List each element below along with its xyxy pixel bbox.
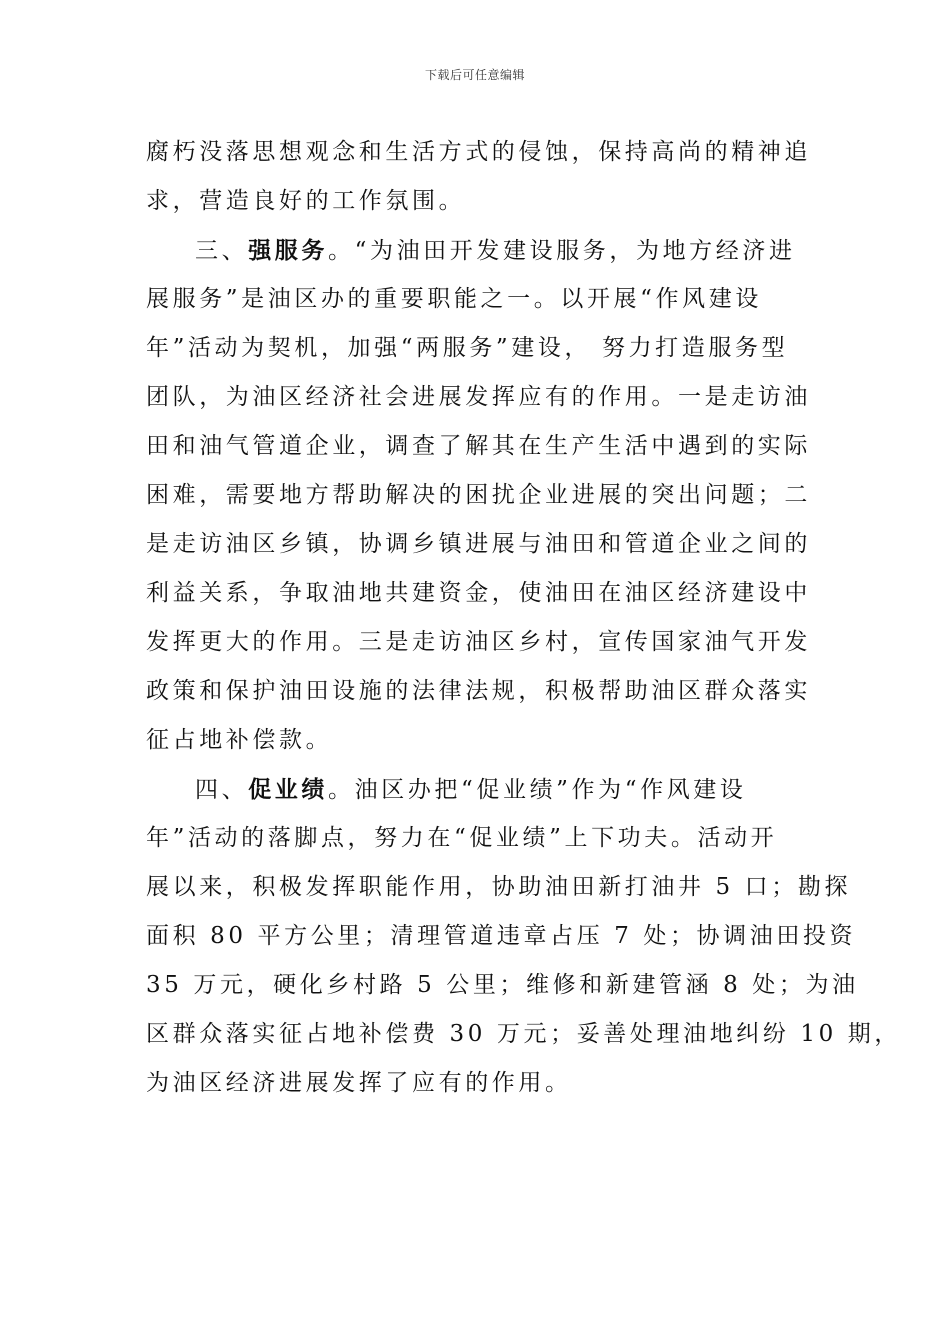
text-line: 年”活动为契机，加强“两服务”建设， 努力打造服务型 (146, 335, 789, 361)
text-line: 利益关系，争取油地共建资金，使油田在油区经济建设中 (146, 580, 811, 606)
text-line: 面积 80 平方公里；清理管道违章占压 7 处；协调油田投资 (146, 923, 857, 949)
section-text: 。油区办把“促业绩”作为“作风建设 (328, 777, 747, 803)
text-line: 展以来，积极发挥职能作用，协助油田新打油井 5 口；勘探 (146, 874, 852, 900)
text-line: 区群众落实征占地补偿费 30 万元；妥善处理油地纠纷 10 期， (146, 1021, 901, 1047)
text-line: 是走访油区乡镇，协调乡镇进展与油田和管道企业之间的 (146, 531, 811, 557)
text-line: 腐朽没落思想观念和生活方式的侵蚀，保持高尚的精神追 (146, 139, 811, 165)
page-header-note: 下载后可任意编辑 (424, 68, 525, 82)
section-text: 。“为油田开发建设服务，为地方经济进 (328, 238, 796, 264)
text-line: 35 万元，硬化乡村路 5 公里；维修和新建管涵 8 处；为油 (146, 972, 859, 998)
section-number: 四、 (195, 777, 249, 803)
section-title: 强服务 (248, 237, 329, 264)
text-line: 年”活动的落脚点，努力在“促业绩”上下功夫。活动开 (146, 825, 778, 851)
section-title: 促业绩 (248, 776, 329, 803)
text-line: 征占地补偿款。 (146, 727, 333, 753)
text-line: 为油区经济进展发挥了应有的作用。 (146, 1070, 572, 1096)
section-heading-line (146, 226, 816, 275)
text-line: 困难，需要地方帮助解决的困扰企业进展的突出问题；二 (146, 482, 811, 508)
text-line: 政策和保护油田设施的法律法规，积极帮助油区群众落实 (146, 678, 811, 704)
document-body (146, 128, 901, 1108)
text-line: 求，营造良好的工作氛围。 (146, 188, 466, 214)
text-line: 田和油气管道企业，调查了解其在生产生活中遇到的实际 (146, 433, 811, 459)
text-line: 发挥更大的作用。三是走访油区乡村，宣传国家油气开发 (146, 629, 811, 655)
section-number: 三、 (195, 238, 249, 264)
text-line: 展服务”是油区办的重要职能之一。以开展“作风建设 (146, 286, 762, 312)
text-line: 团队，为油区经济社会进展发挥应有的作用。一是走访油 (146, 384, 811, 410)
section-heading-line (146, 765, 816, 814)
